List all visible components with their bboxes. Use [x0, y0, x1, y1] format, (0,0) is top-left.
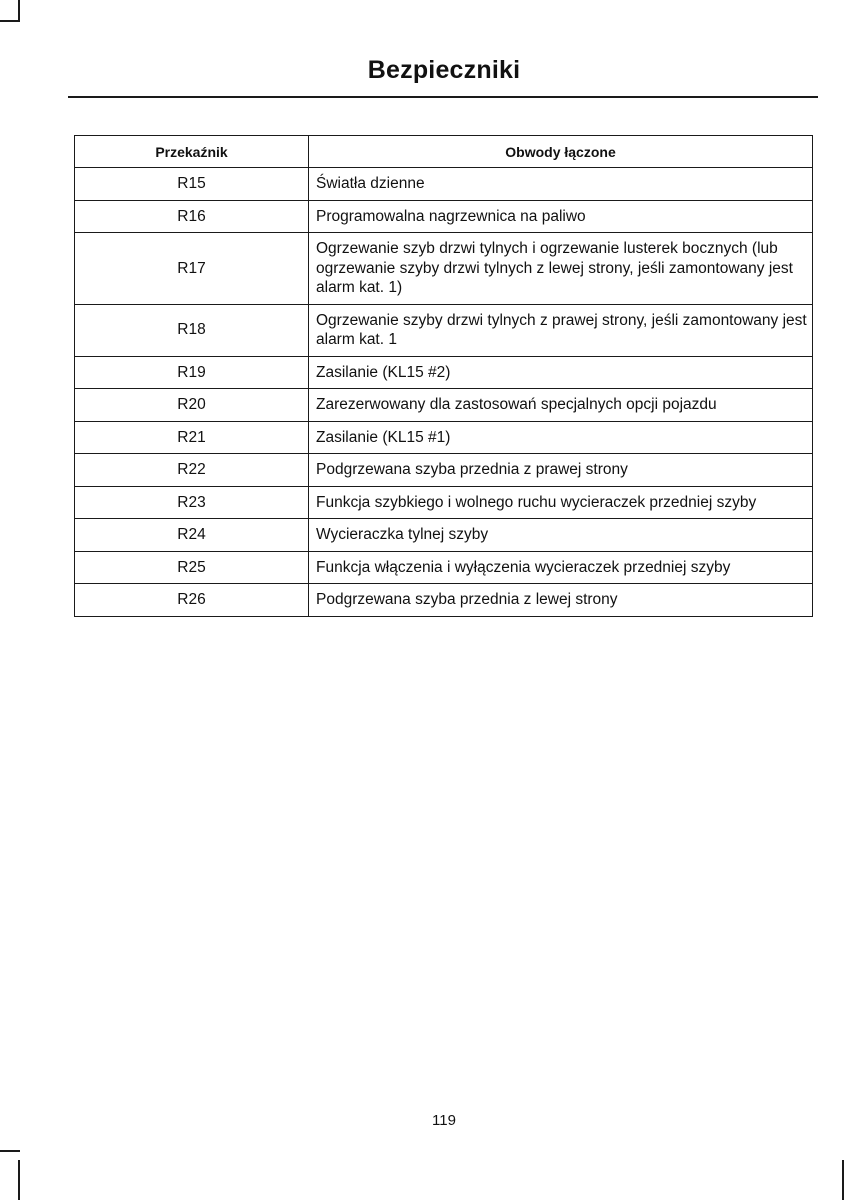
circuit-cell: Programowalna nagrzewnica na paliwo: [309, 200, 813, 233]
relay-table: [74, 135, 813, 617]
crop-mark: [0, 1150, 20, 1152]
relay-cell: R20: [75, 389, 309, 422]
circuit-cell: Ogrzewanie szyby drzwi tylnych z prawej strony, jeśli zamontowany jest alarm kat. 1: [309, 304, 813, 356]
circuit-cell: Zasilanie (KL15 #2): [309, 356, 813, 389]
circuit-cell: Ogrzewanie szyb drzwi tylnych i ogrzewanie lusterek bocznych (lub ogrzewanie szyby drzwi tylnych z lewej strony, jeśli zamontowany jest alarm kat. 1): [309, 233, 813, 305]
relay-cell: R16: [75, 200, 309, 233]
crop-mark: [0, 20, 20, 22]
table-row: [75, 421, 813, 454]
circuit-cell: Światła dzienne: [309, 168, 813, 201]
table-row: [75, 584, 813, 617]
relay-cell: R21: [75, 421, 309, 454]
table-row: [75, 233, 813, 305]
relay-cell: R15: [75, 168, 309, 201]
circuit-cell: Funkcja szybkiego i wolnego ruchu wycieraczek przedniej szyby: [309, 486, 813, 519]
table-row: [75, 168, 813, 201]
table-row: [75, 519, 813, 552]
relay-cell: R22: [75, 454, 309, 487]
table-row: [75, 454, 813, 487]
column-header-relay: Przekaźnik: [75, 136, 309, 168]
table-row: [75, 551, 813, 584]
page-number: 119: [432, 1112, 456, 1129]
table-row: [75, 304, 813, 356]
table-row: [75, 486, 813, 519]
crop-mark: [18, 1160, 20, 1200]
relay-cell: R23: [75, 486, 309, 519]
circuit-cell: Zarezerwowany dla zastosowań specjalnych opcji pojazdu: [309, 389, 813, 422]
relay-cell: R18: [75, 304, 309, 356]
relay-cell: R25: [75, 551, 309, 584]
relay-cell: R24: [75, 519, 309, 552]
circuit-cell: Funkcja włączenia i wyłączenia wycieraczek przedniej szyby: [309, 551, 813, 584]
circuit-cell: Zasilanie (KL15 #1): [309, 421, 813, 454]
circuit-cell: Podgrzewana szyba przednia z lewej strony: [309, 584, 813, 617]
column-header-circuits: Obwody łączone: [309, 136, 813, 168]
relay-cell: R19: [75, 356, 309, 389]
crop-mark: [842, 1160, 844, 1200]
relay-cell: R17: [75, 233, 309, 305]
table-row: [75, 200, 813, 233]
crop-mark: [18, 0, 20, 22]
table-row: [75, 389, 813, 422]
table-row: [75, 356, 813, 389]
circuit-cell: Podgrzewana szyba przednia z prawej strony: [309, 454, 813, 487]
title-divider: [68, 96, 818, 98]
table-header-row: [75, 136, 813, 168]
circuit-cell: Wycieraczka tylnej szyby: [309, 519, 813, 552]
page-title: Bezpieczniki: [367, 56, 521, 84]
relay-cell: R26: [75, 584, 309, 617]
